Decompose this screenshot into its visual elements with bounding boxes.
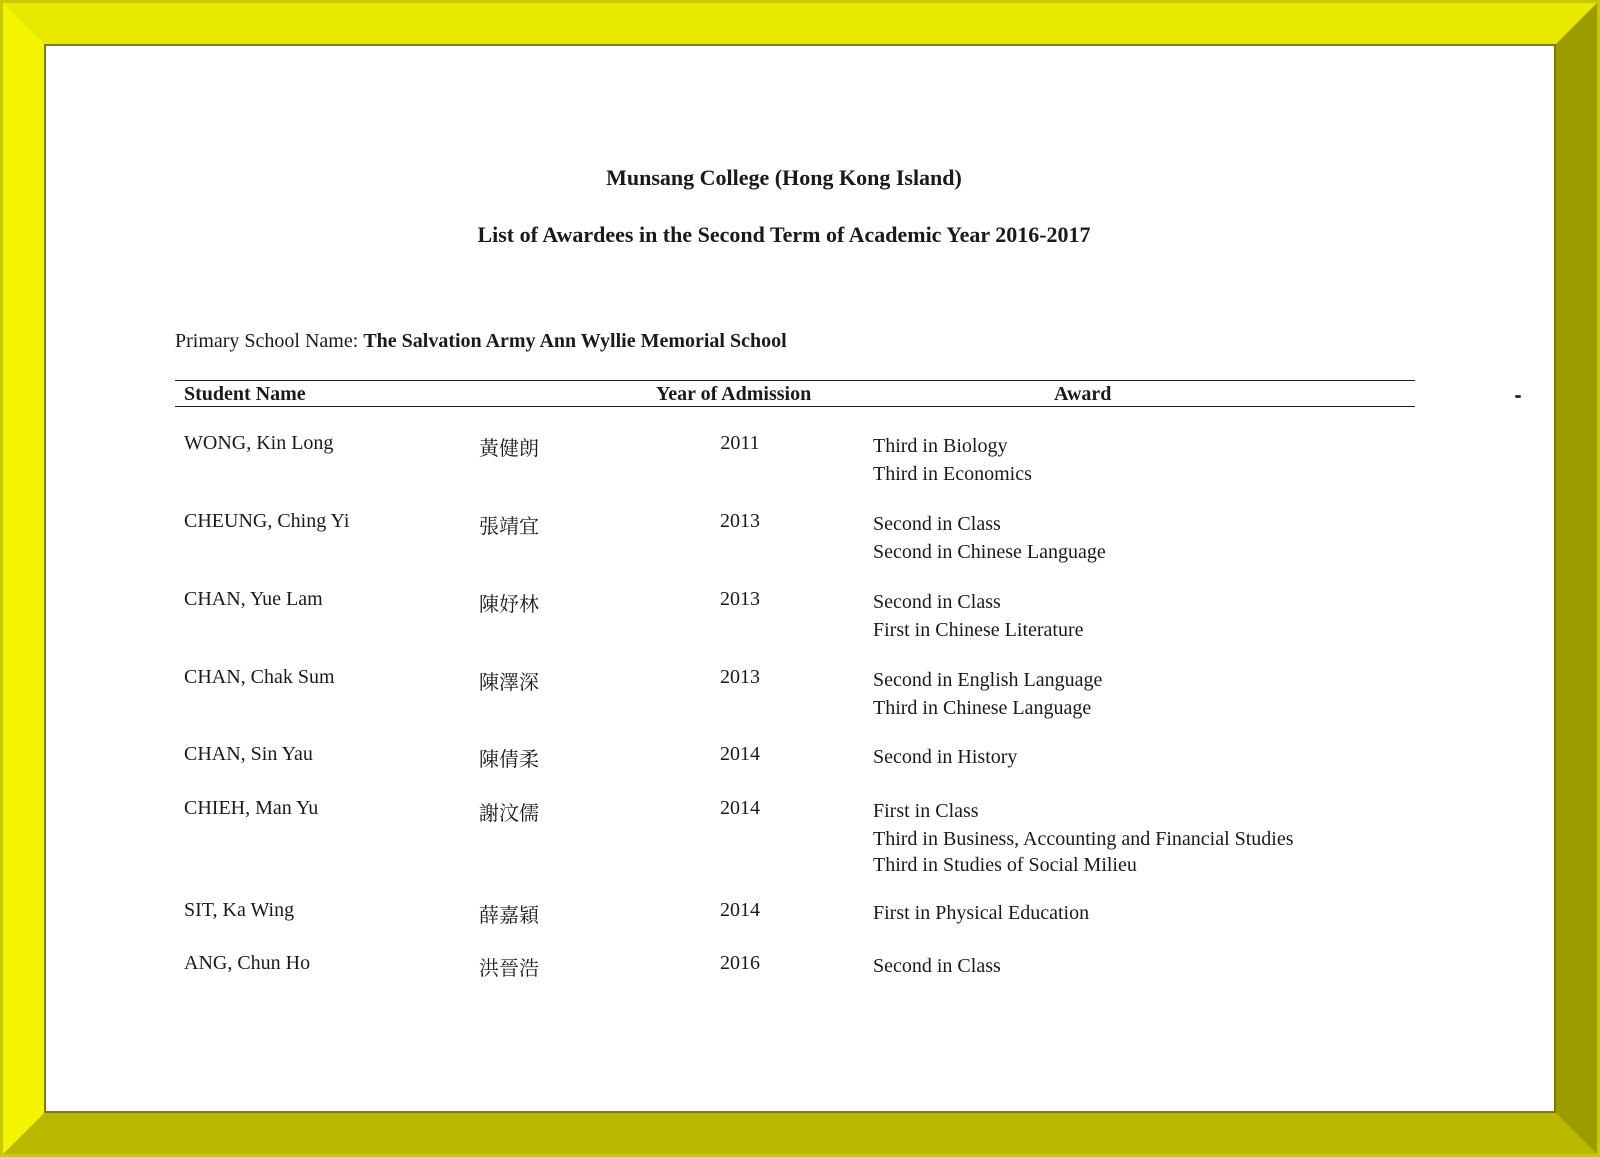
student-name-zh: 謝汶儒 [479, 801, 539, 825]
primary-school-name: The Salvation Army Ann Wyllie Memorial School [363, 330, 787, 352]
college-title: Munsang College (Hong Kong Island) [606, 165, 962, 190]
list-subtitle: List of Awardees in the Second Term of Academic Year 2016-2017 [477, 222, 1091, 247]
award-item: Second in Chinese Language [873, 541, 1106, 563]
header-student-name: Student Name [184, 383, 306, 405]
primary-school-line [175, 330, 787, 353]
award-list [873, 432, 1032, 488]
student-name-zh: 陳妤林 [479, 592, 539, 616]
student-name-zh: 黃健朗 [479, 436, 539, 460]
award-item: Second in History [873, 746, 1018, 768]
award-item: Third in Studies of Social Milieu [873, 854, 1137, 876]
student-name-en: CHAN, Sin Yau [184, 743, 313, 765]
student-name-zh: 薛嘉穎 [479, 903, 539, 927]
student-name-zh: 陳倩柔 [479, 747, 539, 771]
student-name-en: CHIEH, Man Yu [184, 797, 319, 819]
award-item: Third in Biology [873, 435, 1008, 457]
award-list [873, 952, 1001, 980]
admission-year: 2011 [720, 432, 760, 454]
student-name-en: CHEUNG, Ching Yi [184, 510, 350, 532]
student-name-en: CHAN, Yue Lam [184, 588, 323, 610]
student-name-en: ANG, Chun Ho [184, 952, 311, 974]
student-name-en: WONG, Kin Long [184, 432, 334, 454]
award-list [873, 588, 1084, 644]
admission-year: 2014 [720, 743, 760, 765]
award-item: Second in Class [873, 591, 1001, 613]
admission-year: 2016 [720, 952, 760, 974]
admission-year: 2014 [720, 899, 760, 921]
student-name-zh: 陳澤深 [479, 670, 539, 694]
admission-year: 2013 [720, 666, 760, 688]
award-item: Second in Class [873, 513, 1001, 535]
student-name-zh: 張靖宜 [479, 514, 539, 538]
award-item: First in Class [873, 800, 979, 822]
scan-speck [1515, 395, 1521, 398]
primary-school-label: Primary School Name: [175, 330, 359, 352]
award-item: Third in Chinese Language [873, 697, 1092, 719]
admission-year: 2014 [720, 797, 760, 819]
award-list [873, 510, 1106, 566]
header-year-of-admission: Year of Admission [656, 383, 812, 405]
student-name-en: SIT, Ka Wing [184, 899, 295, 921]
admission-year: 2013 [720, 588, 760, 610]
admission-year: 2013 [720, 510, 760, 532]
award-list [873, 797, 1294, 877]
award-item: First in Chinese Literature [873, 619, 1084, 641]
award-item: Second in English Language [873, 669, 1103, 691]
award-item: Third in Business, Accounting and Financial Studies [873, 828, 1294, 850]
student-name-zh: 洪晉浩 [479, 956, 539, 980]
award-item: Third in Economics [873, 463, 1032, 485]
award-list [873, 666, 1102, 722]
table-header-rule [175, 406, 1415, 407]
student-name-en: CHAN, Chak Sum [184, 666, 335, 688]
header-award: Award [1054, 383, 1112, 405]
award-item: First in Physical Education [873, 902, 1090, 924]
award-item: Second in Class [873, 955, 1001, 977]
table-top-rule [175, 380, 1415, 381]
award-list [873, 899, 1089, 927]
award-list [873, 743, 1017, 771]
